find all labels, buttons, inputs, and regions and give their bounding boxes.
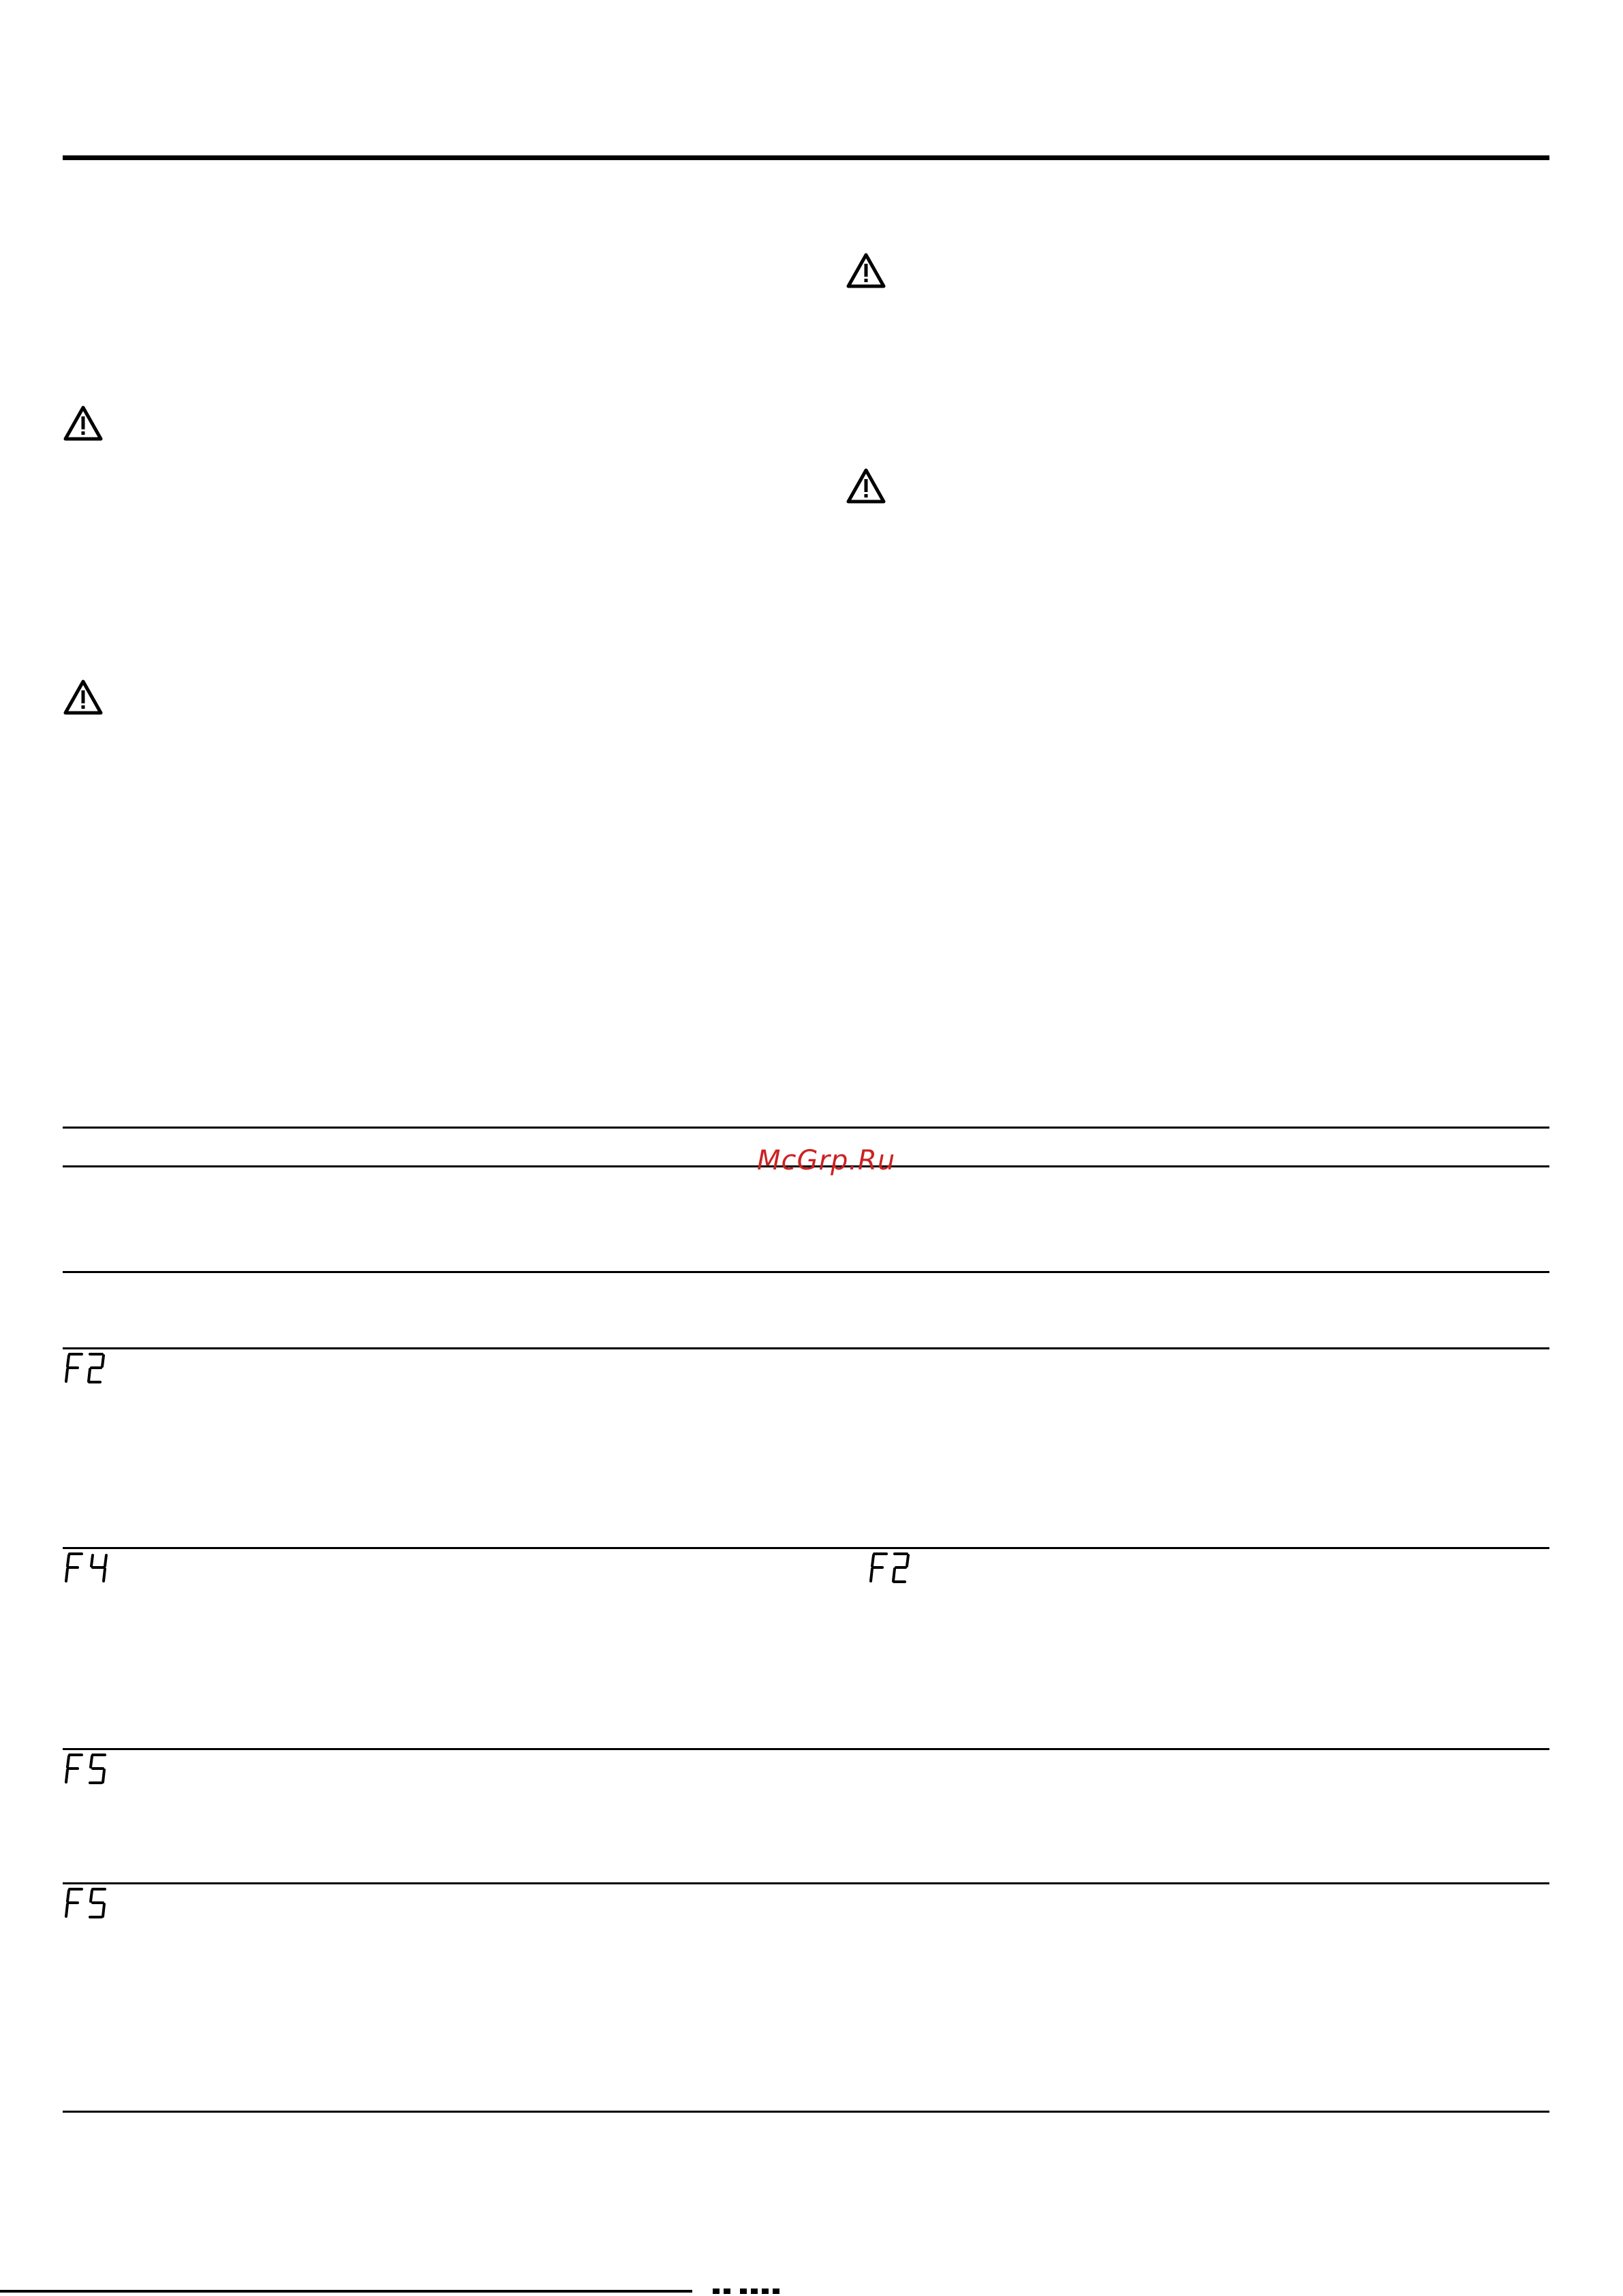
table-row-rule <box>63 1547 1549 1549</box>
table-row-rule <box>63 1748 1549 1750</box>
error-code-f2 <box>64 1351 112 1384</box>
table-top-rule <box>63 1127 1549 1129</box>
warning-triangle-icon <box>63 679 104 716</box>
watermark: McGrp.Ru <box>757 1145 896 1176</box>
footer-bar <box>0 2290 692 2293</box>
table-row-rule <box>63 1271 1549 1273</box>
error-code-f4 <box>64 1551 112 1584</box>
error-code-f2 <box>869 1551 916 1584</box>
table-row-rule <box>63 1347 1549 1349</box>
error-code-f5 <box>64 1886 112 1919</box>
header-rule <box>63 155 1549 160</box>
warning-triangle-icon <box>846 468 886 504</box>
warning-triangle-icon <box>63 405 104 442</box>
table-row-rule <box>63 1882 1549 1884</box>
footer-marks <box>713 2289 788 2294</box>
table-bottom-rule <box>63 2111 1549 2113</box>
error-code-f5 <box>64 1752 112 1785</box>
warning-triangle-icon <box>846 252 886 289</box>
